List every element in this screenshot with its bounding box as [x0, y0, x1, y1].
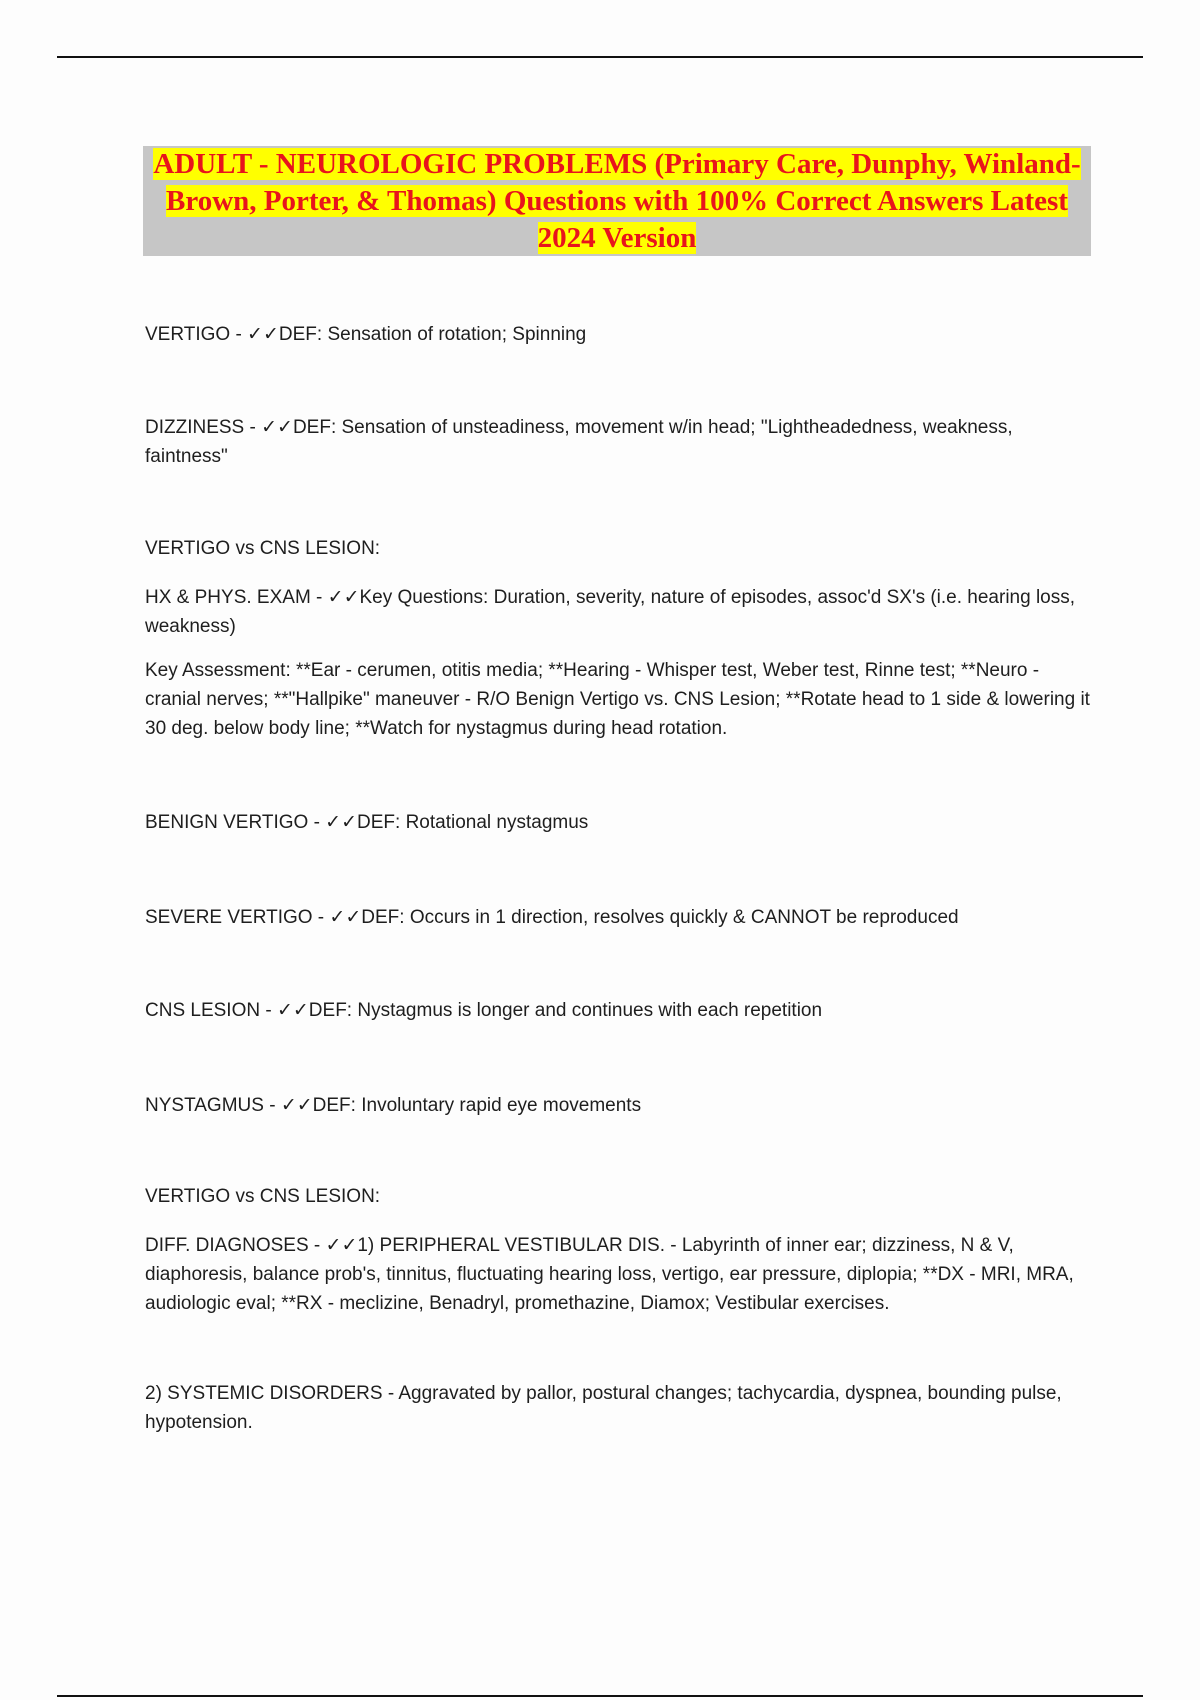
qa-diff-diagnoses: DIFF. DIAGNOSES - ✓✓1) PERIPHERAL VESTIBULAR DIS. - Labyrinth of inner ear; dizziness, N & V, diaphoresis, balance prob's, tinnitus, fluctuating hearing loss, vertigo, ear pressure, diplopia; **DX - MRI, MRA, audiologic eval; **RX - meclizine, Benadryl, promethazine, Diamox; Vestibular exercises.	[145, 1235, 1074, 1314]
qa-cns-lesion: CNS LESION - ✓✓DEF: Nystagmus is longer and continues with each repetition	[145, 1000, 823, 1021]
section-heading-vertigo-vs-cns: VERTIGO vs CNS LESION:	[145, 538, 381, 559]
qa-vertigo: VERTIGO - ✓✓DEF: Sensation of rotation; Spinning	[145, 324, 587, 345]
section-heading-vertigo-vs-cns-2: VERTIGO vs CNS LESION:	[145, 1186, 381, 1207]
header-rule	[57, 56, 1143, 58]
qa-benign-vertigo: BENIGN VERTIGO - ✓✓DEF: Rotational nystagmus	[145, 812, 589, 833]
document-title: ADULT - NEUROLOGIC PROBLEMS (Primary Care, Dunphy, Winland-Brown, Porter, & Thomas) Questions with 100% Correct Answers Latest 2024 Version	[153, 147, 1081, 254]
systemic-disorders: 2) SYSTEMIC DISORDERS - Aggravated by pallor, postural changes; tachycardia, dyspnea, bounding pulse, hypotension.	[145, 1383, 1062, 1433]
qa-hx-phys-exam: HX & PHYS. EXAM - ✓✓Key Questions: Duration, severity, nature of episodes, assoc'd SX's (i.e. hearing loss, weakness)	[145, 587, 1076, 637]
title-banner	[143, 146, 1091, 256]
qa-severe-vertigo: SEVERE VERTIGO - ✓✓DEF: Occurs in 1 direction, resolves quickly & CANNOT be reproduced	[145, 907, 959, 928]
footer-rule	[57, 1695, 1143, 1697]
qa-nystagmus: NYSTAGMUS - ✓✓DEF: Involuntary rapid eye movements	[145, 1095, 642, 1116]
qa-dizziness: DIZZINESS - ✓✓DEF: Sensation of unsteadiness, movement w/in head; "Lightheadedness, weakness, faintness"	[145, 417, 1013, 467]
key-assessment: Key Assessment: **Ear - cerumen, otitis media; **Hearing - Whisper test, Weber test, Rinne test; **Neuro - cranial nerves; **"Hallpike" maneuver - R/O Benign Vertigo vs. CNS Lesion; **Rotate head to 1 side & lowering it 30 deg. below body line; **Watch for nystagmus during head rotation.	[145, 660, 1090, 739]
